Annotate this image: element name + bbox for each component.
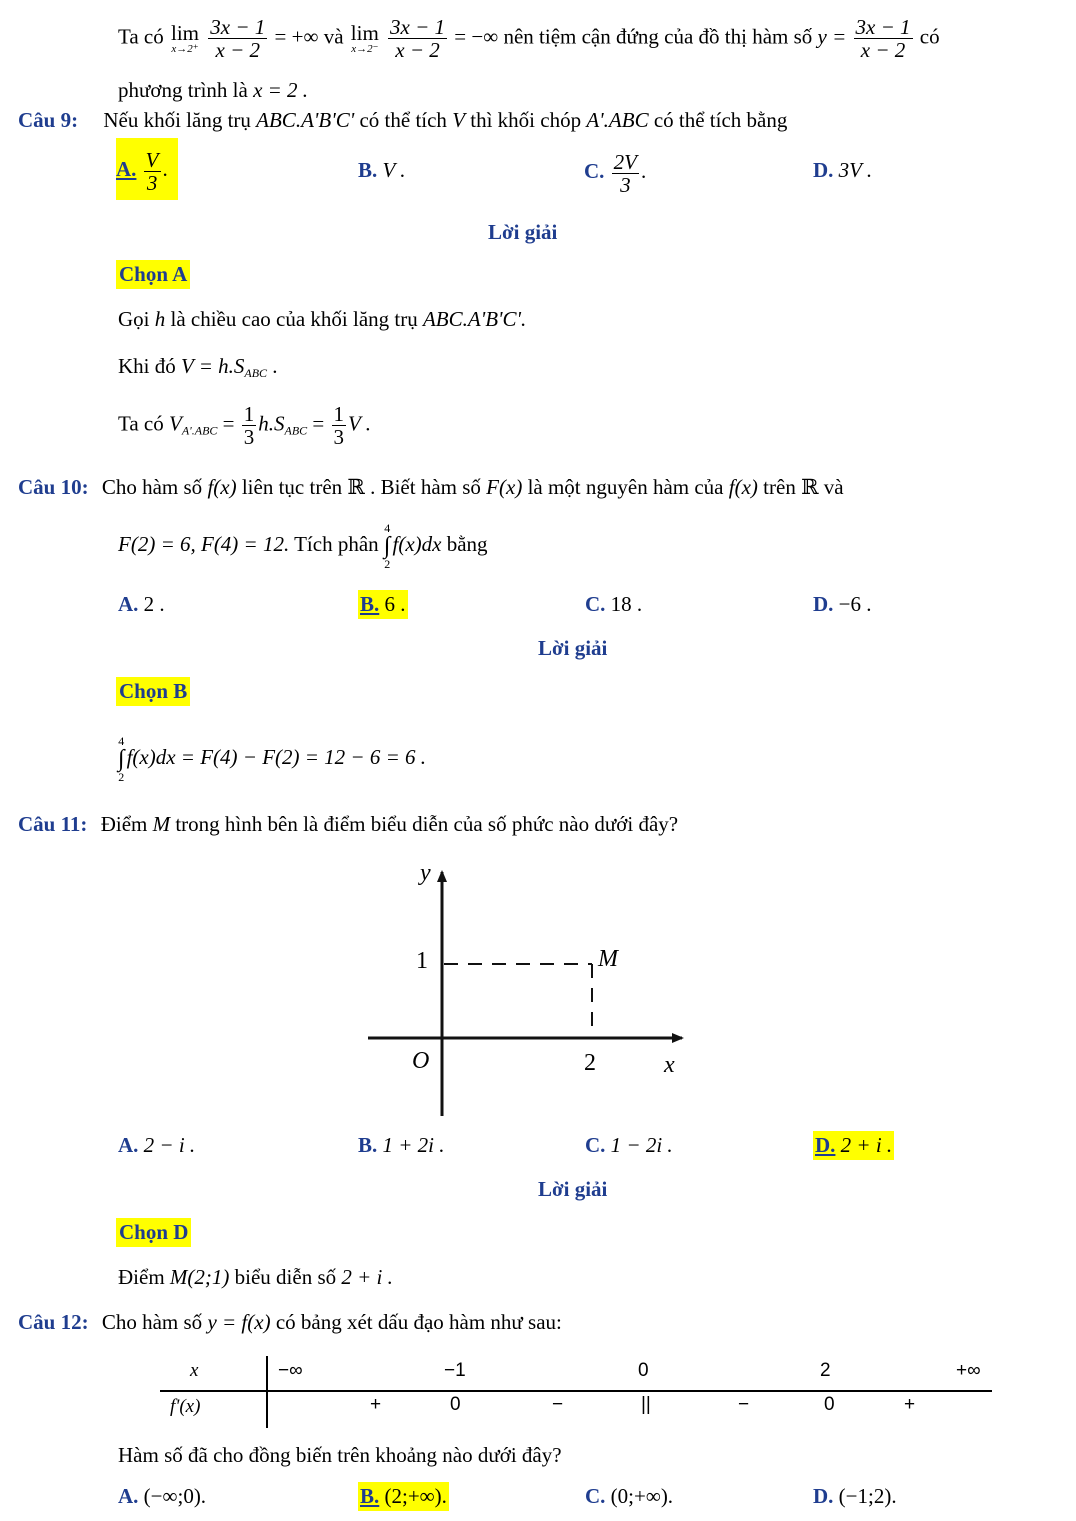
sign-table	[160, 1356, 992, 1428]
q9-solution-line-2: Khi đó $V = h.S_{ABC}$ .	[118, 354, 278, 380]
sign-4: ||	[641, 1394, 651, 1415]
intro-y-eq: y =	[817, 24, 847, 49]
x-value-neg-1: −1	[444, 1360, 466, 1381]
q9-label: Câu 9:	[18, 108, 79, 132]
q10-option-a[interactable]: A. 2 .	[118, 592, 165, 616]
q10-option-d[interactable]: D. −6 .	[813, 592, 872, 616]
q11-solution-title: Lời giải	[538, 1177, 608, 1201]
intro-conclusion: nên tiệm cận đứng của đồ thị hàm số	[503, 24, 813, 49]
q10-stem-2: F(2) = 6, F(4) = 12. Tích phân 4 ∫ 2f(x)dx bằng	[118, 521, 488, 572]
limit-1-value: = +∞	[274, 24, 319, 49]
sign-7: +	[904, 1394, 916, 1415]
q9-option-a[interactable]: A. $\frac{V}{3}$ .	[116, 138, 178, 200]
q11-option-b[interactable]: B. 1 + 2i .	[358, 1133, 445, 1157]
q10-solution-title: Lời giải	[538, 636, 608, 660]
fraction-3x-1-over-x-2-b: $\frac{3x - 1}{x - 2}$	[390, 15, 446, 63]
q11-solution-line: Điểm M(2;1) biểu diễn số 2 + i .	[118, 1265, 393, 1289]
point-m-label: M	[598, 946, 618, 972]
q9-choice: Chọn A	[116, 260, 190, 289]
limit-2-value: = −∞	[454, 24, 499, 49]
complex-plane-figure	[360, 850, 690, 1120]
q10-option-c[interactable]: C. 18 .	[585, 592, 643, 616]
function-fraction: $\frac{3x - 1}{x - 2}$	[855, 15, 911, 63]
q11-option-a[interactable]: A. 2 − i .	[118, 1133, 196, 1157]
intro-ta-co: Ta có	[118, 24, 164, 49]
q12-stem: Câu 12: Cho hàm số y = f(x) có bảng xét dấu đạo hàm như sau:	[18, 1310, 562, 1334]
q12-option-c[interactable]: C. (0;+∞).	[585, 1484, 674, 1508]
tick-label-2: 2	[584, 1050, 596, 1076]
intro-line-2: phương trình là x = 2 .	[118, 78, 309, 102]
intro-va: và	[323, 24, 344, 49]
q9-solution-line-1: Gọi h là chiều cao của khối lăng trụ ABC.A'B'C'.	[118, 307, 527, 331]
x-axis-label: x	[664, 1052, 675, 1078]
x-value-2: 2	[820, 1360, 831, 1381]
origin-label: O	[412, 1048, 430, 1074]
y-axis-label: y	[420, 860, 431, 886]
limit-2: lim x→2⁻	[350, 20, 379, 55]
x-value-pos-inf: +∞	[956, 1360, 981, 1381]
q12-question: Hàm số đã cho đồng biến trên khoảng nào dưới đây?	[118, 1443, 562, 1467]
q11-choice: Chọn D	[116, 1218, 191, 1247]
sign-5: −	[738, 1394, 750, 1415]
table-head-x: x	[190, 1360, 199, 1381]
table-head-derivative: f'(x)	[170, 1396, 201, 1417]
q11-label: Câu 11:	[18, 812, 88, 836]
q11-stem: Câu 11: Điểm M trong hình bên là điểm biểu diễn của số phức nào dưới đây?	[18, 812, 679, 836]
intro-co: có	[919, 24, 940, 49]
x-value-0: 0	[638, 1360, 649, 1381]
integral-sign: 4 ∫ 2	[383, 521, 391, 572]
sign-1: +	[370, 1394, 382, 1415]
q10-choice: Chọn B	[116, 677, 190, 706]
q9-option-d[interactable]: D. 3V .	[813, 158, 873, 182]
q10-option-b[interactable]: B. 6 .	[358, 590, 408, 619]
q12-label: Câu 12:	[18, 1310, 89, 1334]
q10-label: Câu 10:	[18, 475, 89, 499]
q12-option-b[interactable]: B. (2;+∞).	[358, 1482, 449, 1511]
q12-option-a[interactable]: A. (−∞;0).	[118, 1484, 207, 1508]
limit-1: lim x→2⁺	[171, 20, 200, 55]
sign-3: −	[552, 1394, 564, 1415]
tick-label-1: 1	[416, 948, 428, 974]
q11-option-d[interactable]: D. 2 + i .	[813, 1131, 894, 1160]
q10-solution-math: 4 ∫ 2f(x)dx = F(4) − F(2) = 12 − 6 = 6 .	[118, 734, 427, 785]
q11-option-c[interactable]: C. 1 − 2i .	[585, 1133, 673, 1157]
q9-solution-title: Lời giải	[488, 220, 558, 244]
sign-6: 0	[824, 1394, 835, 1415]
fraction-3x-1-over-x-2: $\frac{3x - 1}{x - 2}$	[210, 15, 266, 63]
q12-option-d[interactable]: D. (−1;2).	[813, 1484, 897, 1508]
q9-option-c[interactable]: C. $\frac{2V}{3}$ .	[584, 149, 647, 197]
sign-2: 0	[450, 1394, 461, 1415]
x-value-neg-inf: −∞	[278, 1360, 303, 1381]
q9-stem: Câu 9: Nếu khối lăng trụ ABC.A'B'C' có thể tích V thì khối chóp A'.ABC có thể tích bằng	[18, 108, 788, 132]
q9-option-b[interactable]: B. V .	[358, 158, 406, 182]
q10-stem-1: Câu 10: Cho hàm số f(x) liên tục trên ℝ . Biết hàm số F(x) là một nguyên hàm của f(x) trên ℝ và	[18, 475, 844, 499]
intro-line-1	[118, 16, 940, 61]
q9-solution-line-3: Ta có $V_{A'.ABC}$ = $\frac{1}{3}$ $h.S_{ABC}$ = $\frac{1}{3}$ V .	[118, 402, 371, 450]
